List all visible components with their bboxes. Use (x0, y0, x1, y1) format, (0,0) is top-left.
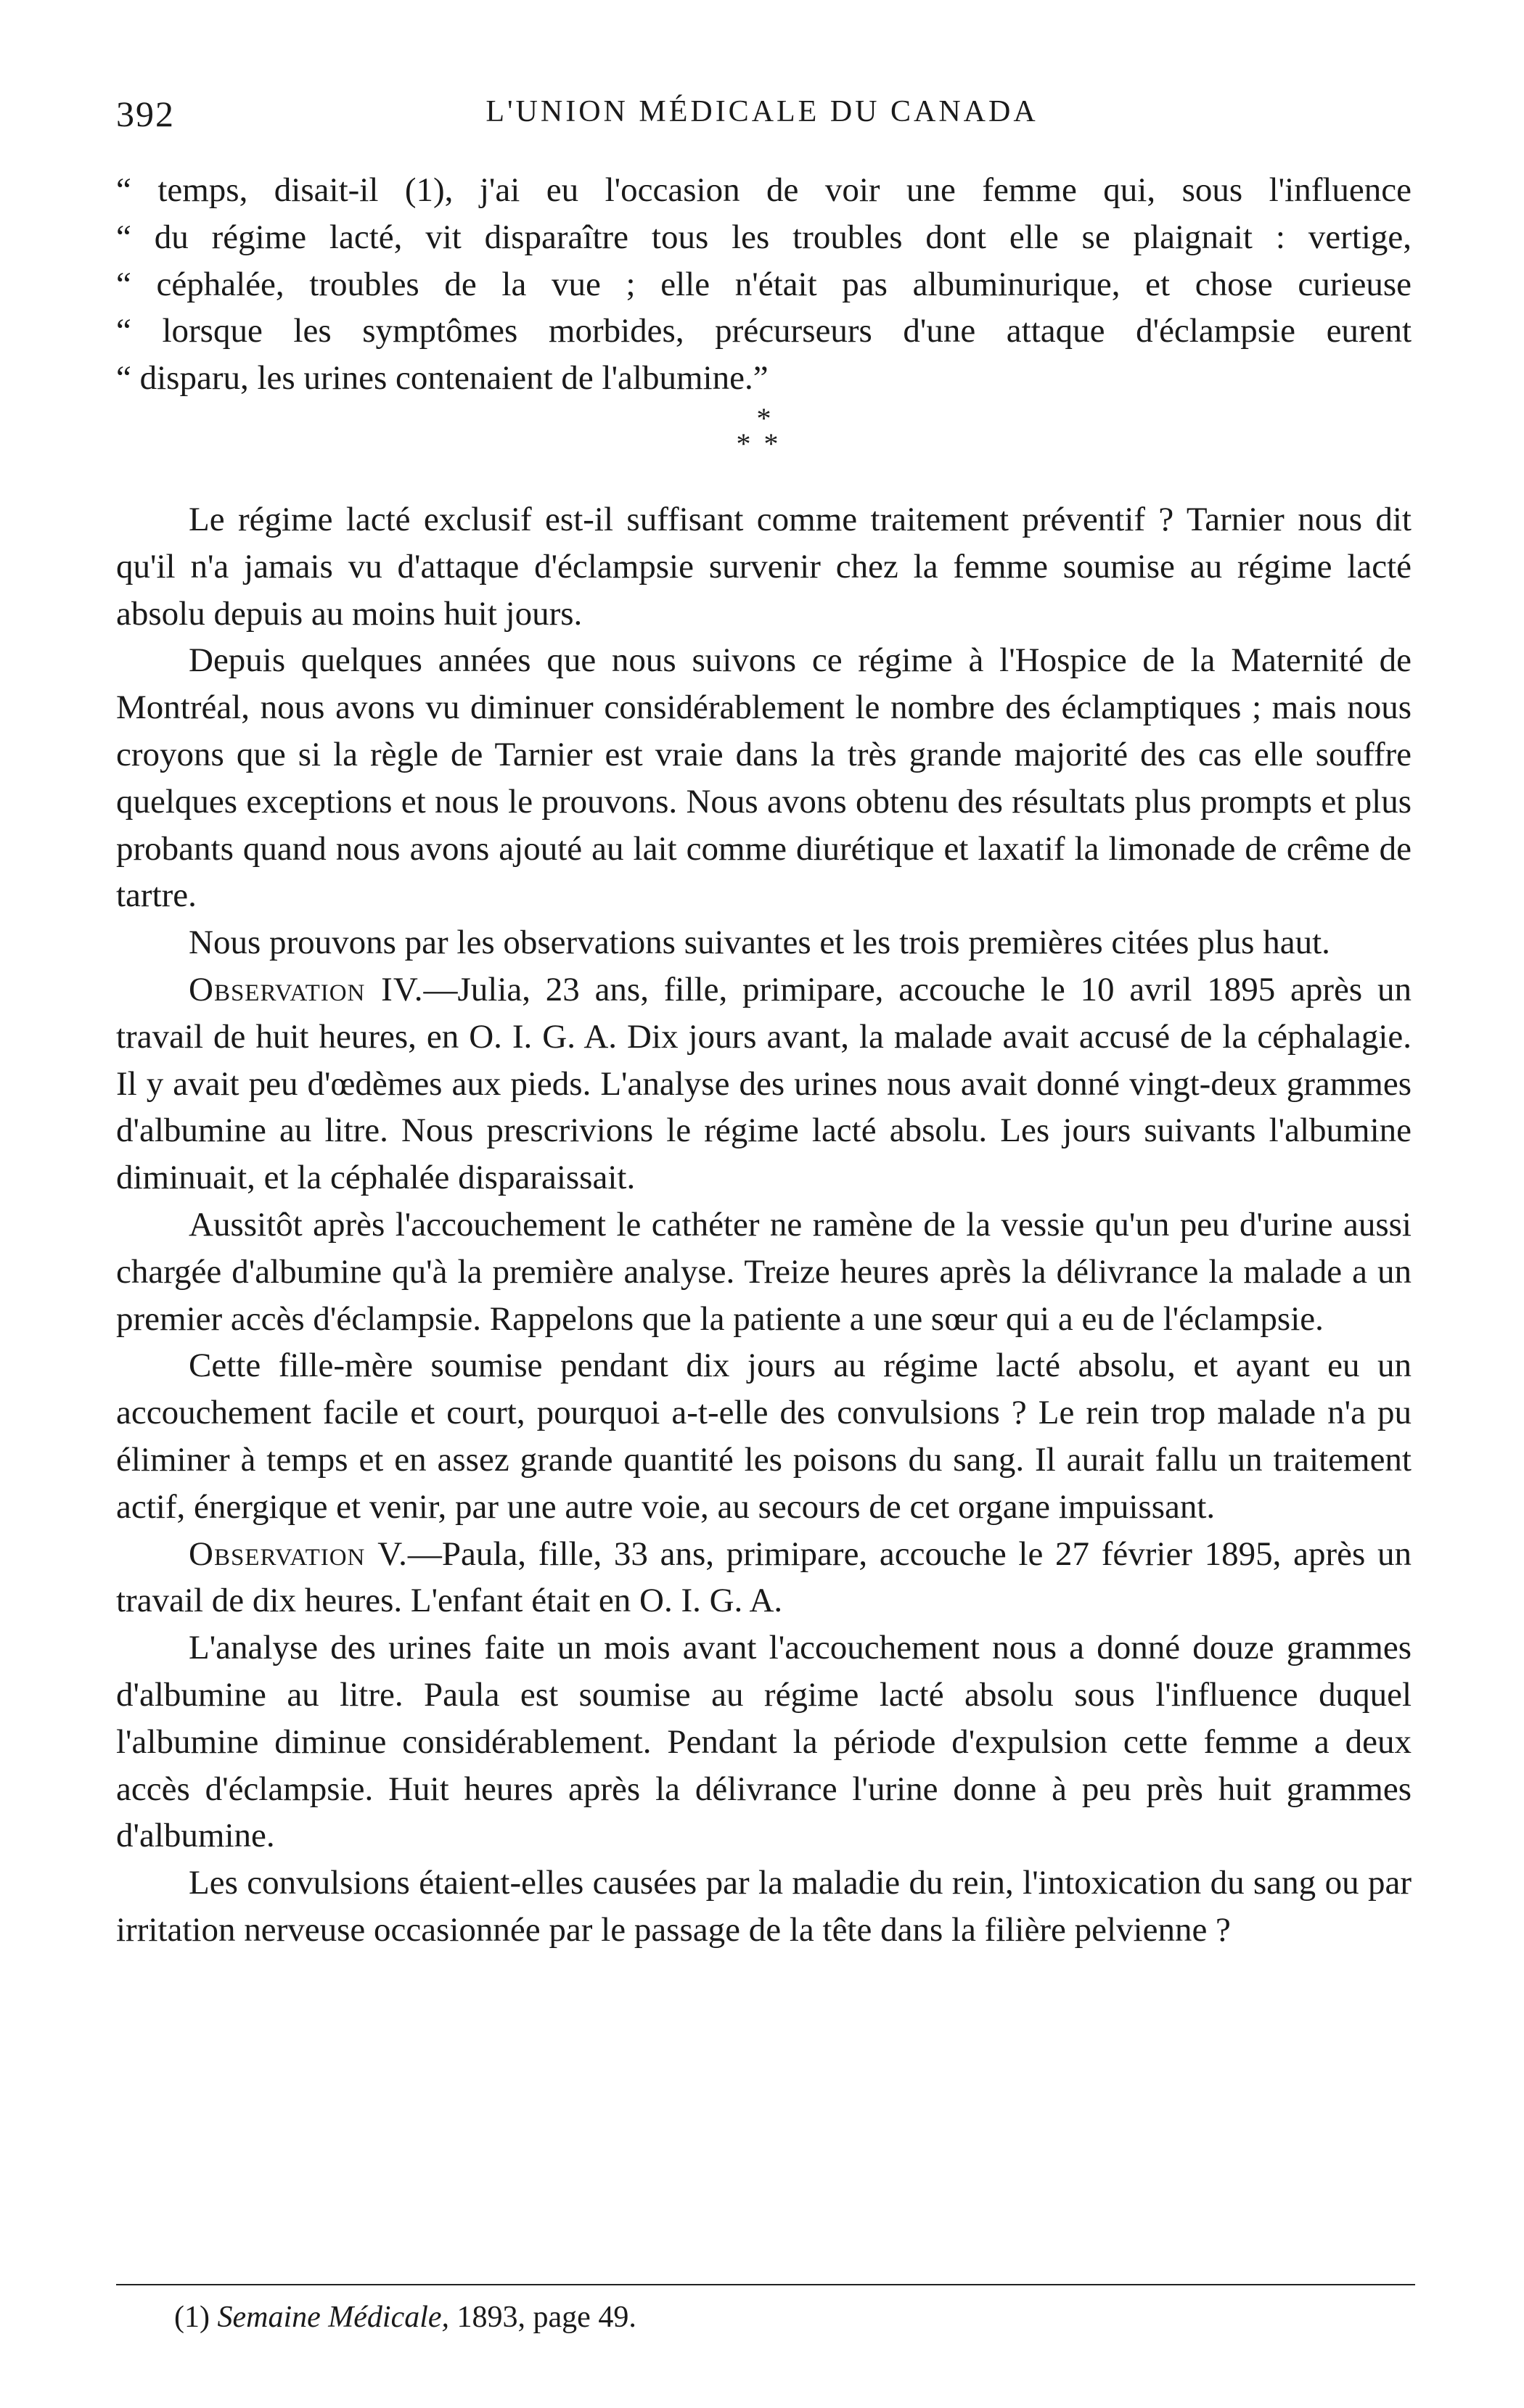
observation-v (116, 1531, 1412, 1625)
running-head: L'UNION MÉDICALE DU CANADA (486, 95, 1038, 128)
body-text (116, 167, 1412, 1954)
page-number: 392 (116, 94, 175, 134)
asterism-separator (116, 402, 1412, 496)
paragraph: Cette fille-mère soumise pendant dix jours au régime lacté absolu, et ayant eu un accouchement facile et court, pourquoi a-t-elle des convulsions ? Le rein trop malade n'a pu éliminer à temps et en assez grande quantité les poisons du sang. Il aurait fallu un traitement actif, énergique et venir, par une autre voie, au secours de cet organe impuissant. (116, 1347, 1412, 1526)
observation-iv (116, 966, 1412, 1201)
quote-line: “ temps, disait-il (1), j'ai eu l'occasion de voir une femme qui, sous l'influence (116, 171, 1412, 209)
quote-line: “ du régime lacté, vit disparaître tous les troubles dont elle se plaignait : vertige, (116, 218, 1412, 256)
footnote-detail: 1893, page 49. (456, 2301, 636, 2334)
footnote-divider (116, 2284, 1415, 2285)
footnote-marker: (1) (174, 2301, 210, 2334)
quote-line: “ disparu, les urines contenaient de l'albumine.” (116, 359, 769, 398)
observation-text: —Julia, 23 ans, fille, primipare, accouche le 10 avril 1895 après un travail de huit heures, en O. I. G. A. Dix jours avant, la malade avait accusé de la céphalagie. Il y avait peu d'œdèmes aux pieds. L'analyse des urines nous avait donné vingt-deux grammes d'albumine au litre. Nous prescrivions le régime lacté absolu. Les jours suivants l'albumine diminuait, et la céphalée disparaissait. (116, 970, 1412, 1197)
observation-label: Observation IV. (189, 970, 424, 1008)
observation-label: Observation V. (189, 1534, 408, 1573)
asterism-top: * (756, 401, 771, 435)
footnote (174, 2300, 636, 2335)
paragraph: Nous prouvons par les observations suivantes et les trois premières citées plus haut. (189, 924, 1330, 962)
footnote-source: Semaine Médicale, (217, 2301, 450, 2334)
asterism-bottom: ** (736, 427, 792, 460)
paragraph: Aussitôt après l'accouchement le cathéter ne ramène de la vessie qu'un peu d'urine aussi chargée d'albumine qu'à la première analyse. Treize heures après la délivrance la malade a un premier accès d'éclampsie. Rappelons que la patiente a une sœur qui a eu de l'éclampsie. (116, 1205, 1412, 1338)
quote-line: “ céphalée, troubles de la vue ; elle n'était pas albuminurique, et chose curieuse (116, 265, 1412, 303)
paragraph: Les convulsions étaient-elles causées par la maladie du rein, l'intoxication du sang ou par irritation nerveuse occasionnée par le passage de la tête dans la filière pelvienne ? (116, 1864, 1412, 1949)
quote-line: “ lorsque les symptômes morbides, précurseurs d'une attaque d'éclampsie eurent (116, 312, 1412, 350)
paragraph: Depuis quelques années que nous suivons ce régime à l'Hospice de la Maternité de Montréal, nous avons vu diminuer considérablement le nombre des éclamptiques ; mais nous croyons que si la règle de Tarnier est vraie dans la très grande majorité des cas elle souffre quelques exceptions et nous le prouvons. Nous avons obtenu des résultats plus prompts et plus probants quand nous avons ajouté au lait comme diurétique et laxatif la limonade de crême de tartre. (116, 641, 1412, 915)
page-header (109, 87, 1415, 145)
paragraph: Le régime lacté exclusif est-il suffisant comme traitement préventif ? Tarnier nous dit qu'il n'a jamais vu d'attaque d'éclampsie survenir chez la femme soumise au régime lacté absolu depuis au moins huit jours. (116, 500, 1412, 633)
observation-text: —Paula, fille, 33 ans, primipare, accouche le 27 février 1895, après un travail de dix heures. L'enfant était en O. I. G. A. (116, 1534, 1412, 1620)
paragraph: L'analyse des urines faite un mois avant l'accouchement nous a donné douze grammes d'albumine au litre. Paula est soumise au régime lacté absolu sous l'influence duquel l'albumine diminue considérablement. Pendant la période d'expulsion cette femme a deux accès d'éclampsie. Huit heures après la délivrance l'urine donne à peu près huit grammes d'albumine. (116, 1629, 1412, 1855)
